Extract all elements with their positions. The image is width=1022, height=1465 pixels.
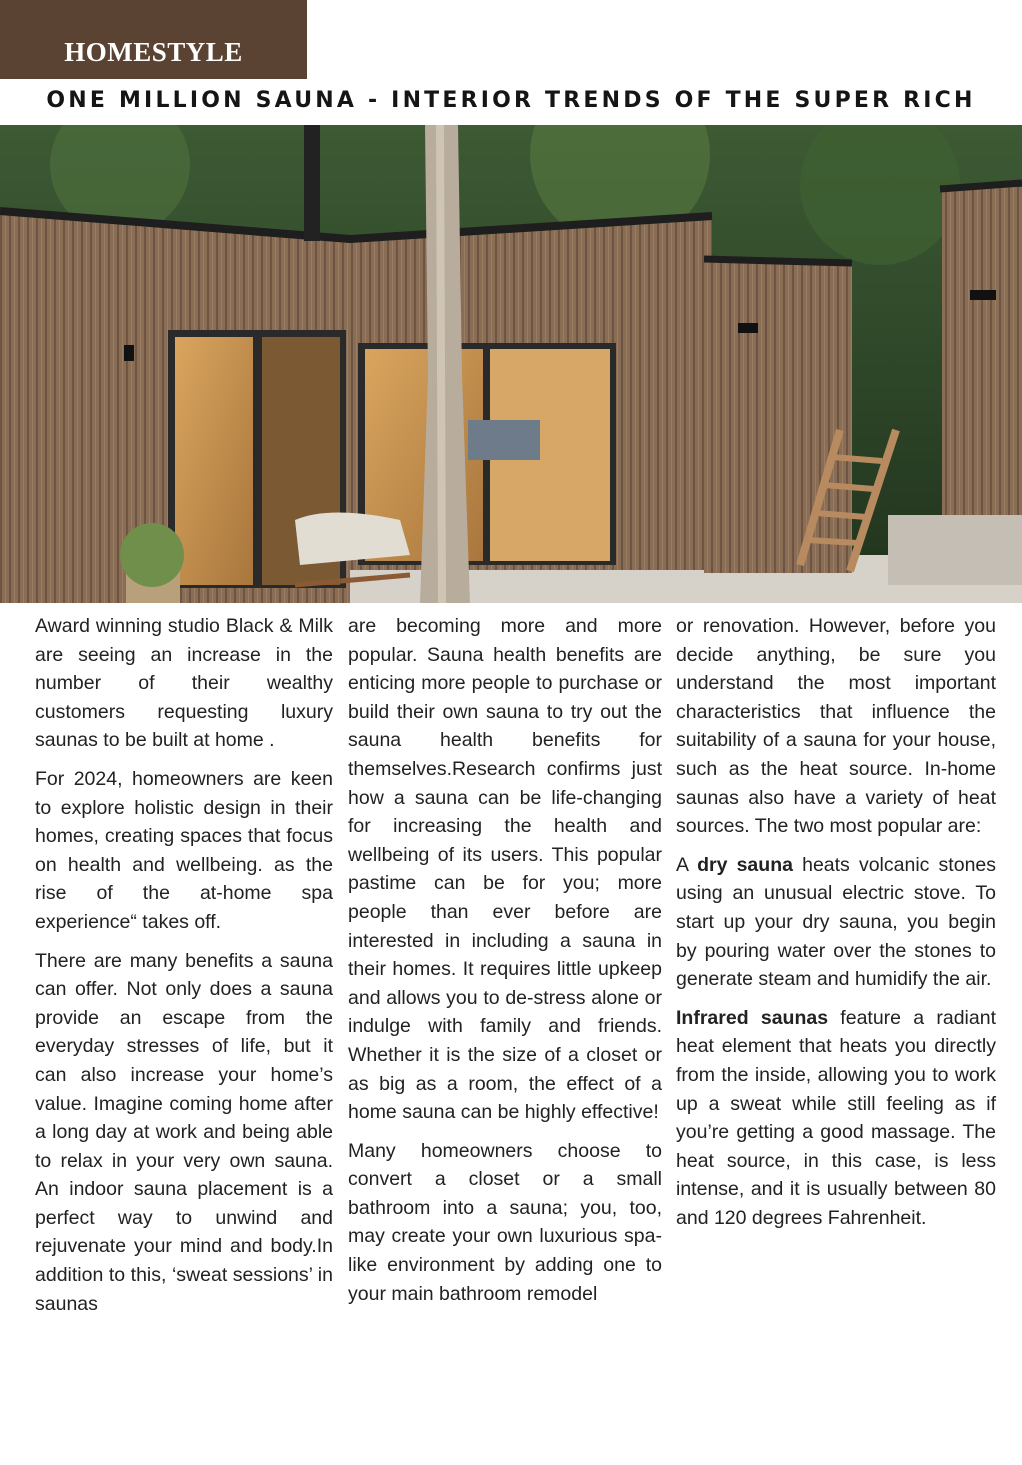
paragraph: For 2024, homeowners are keen to explore holistic design in their homes, creating spaces that focus on health and wellbeing. as the rise of the at-home spa experience“ takes off.: [35, 767, 333, 933]
text: A: [676, 853, 698, 876]
paragraph: Many homeowners choose to convert a closet or a small bathroom into a sauna; you, too, may create your own luxurious spa-like environment by adding one to your main bathroom remodel: [348, 1139, 662, 1305]
term-dry-sauna: dry sauna: [697, 853, 793, 876]
paragraph: There are many benefits a sauna can offer. Not only does a sauna provide an escape from the everyday stresses of life, but it can also increase your home’s value. Imagine coming home after a long day at work and being able to relax in your very own sauna. An indoor sauna placement is a perfect way to unwind and rejuvenate your mind and body.In addition to this, ‘sweat sessions’ in saunas: [35, 949, 333, 1315]
paragraph: Award winning studio Black & Milk are seeing an increase in the number of their wealthy customers requesting luxury saunas to be built at home .: [35, 615, 333, 752]
text: feature a radiant heat element that heats you directly from the inside, allowing you to work up a sweat while still feeling as if you’re getting a good massage. The heat source, in this case, is less intense, and it is usually between 80 and 120 degrees Fahrenheit.: [676, 1006, 996, 1229]
paragraph: or renovation. However, before you decide anything, be sure you understand the most important characteristics that influence the suitability of a sauna for your house, such as the heat source. In-home saunas also have a variety of heat sources. The two most popular are:: [676, 615, 996, 838]
text: heats volcanic stones using an unusual electric stove. To start up your dry sauna, you begin by pouring water over the stones to generate steam and humidify the air.: [676, 853, 997, 991]
article-column-2: [348, 612, 662, 1318]
paragraph-infrared-sauna: [676, 1004, 996, 1233]
hero-photo: [0, 125, 1022, 603]
section-label: HOMESTYLE: [64, 37, 243, 67]
sauna-cabin-illustration: [0, 125, 1022, 603]
paragraph: are becoming more and more popular. Sauna health benefits are enticing more people to purchase or build their own sauna to try out the sauna health benefits for themselves.Research confirms just how a sauna can be life-changing for increasing the health and wellbeing of its users. This popular pastime can be for you; more people than ever before are interested in including a sauna in their homes. It requires little upkeep and allows you to de-stress alone or indulge with family and friends. Whether it is the size of a closet or as big as a room, the effect of a home sauna can be highly effective!: [348, 615, 662, 1124]
paragraph-dry-sauna: [676, 851, 996, 994]
article-column-3: [676, 612, 996, 1242]
article-column-1: [35, 612, 333, 1328]
term-infrared-saunas: Infrared saunas: [676, 1006, 829, 1029]
section-label-box: [0, 0, 307, 79]
article-headline: ONE MILLION SAUNA - INTERIOR TRENDS OF THE SUPER RICH: [46, 88, 976, 113]
